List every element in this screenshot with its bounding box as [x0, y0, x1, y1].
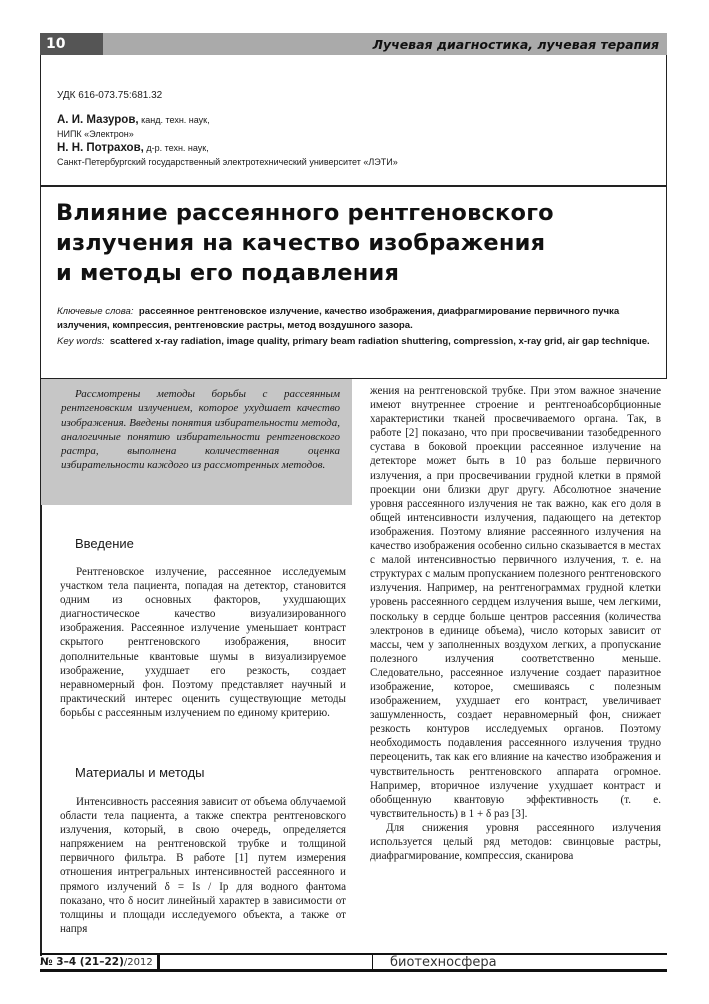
issue: № 3–4 (21–22)	[40, 956, 124, 968]
paragraph: жения на рентгеновской трубке. При этом важное значение имеют внутреннее строение и рентгеноабсорбционные характеристики тканей просвечиваемого органа. Так, в работе [2] показано, что при просвечивании тазобедренного сустава в боковой проекции рассеянное излучение на детекторе может быть в 10 раз больше первичного излучения, а при просвечивании грудной клетки в прямой проекции они близки друг другу. Абсолютное значение уровня рассеянного излучения не так важно, как его доля в общей интенсивности излучения, падающего на детектор изображения. Поэтому влияние рассеянного излучения на качество изображения особенно сильно сказывается в местах с малой интенсивностью первичного излучения, т. е. на структурах с малым пропусканием полезного рентгеновского излучения. Например, на рентгенограммах грудной клетки уровень рассеянного сердцем излучения выше, чем легкими, поскольку в сердце больше центров рассеяния (количества электронов в единице объема), число которых зависит от массы, чем у заполненных воздухом легких, а пропускание полезного излучения соответственно меньше. Следовательно, рассеянное излучение создает паразитное изображение, которое, смешиваясь с полезным изображением, ухудшает его контраст, увеличивает зашумленность, создает неравномерный фон, снижает резкость контуров исследуемых органов. Поэтому необходимость подавления рассеянного излучения трудно переоценить, так как его влияние на качество изображения и чувствительность рентгеновского аппарата огромное. Например, вторичное излучение ухудшает контраст и обобщенную квантовую эффективность (т. е. чувствительность) в 1 + δ раз [3].	[370, 385, 661, 820]
methods-heading: Материалы и методы	[75, 765, 205, 780]
intro-text	[60, 565, 346, 720]
page-header	[40, 33, 667, 55]
year: /2012	[123, 956, 153, 968]
divider	[40, 185, 667, 187]
keywords	[57, 305, 657, 349]
keywords-ru: рассеянное рентгеновское излучение, качество изображения, диафрагмирование первичного пучка излучения, компрессия, рентгеновские растры, метод воздушного зазора.	[57, 306, 620, 331]
author-name: А. И. Мазуров,	[57, 114, 139, 126]
paragraph: Рентгеновское излучение, рассеянное исследуемым участком тела пациента, попадая на детектор, становится одним из основных факторов, ухудшающих диагностическое качество визуализированного изображения. Рассеянное излучение уменьшает контраст скрытого рентгеновского изображения, вносит дополнительные квантовые шумы в визуализируемое изображение, ухудшает его резкость, создает неравномерный фон. Поэтому представляет научный и практический интерес оценить существующие методы борьбы с рассеянным излучением по единому критерию.	[60, 566, 346, 719]
intro-heading: Введение	[75, 536, 134, 551]
right-column	[370, 384, 661, 863]
page-number: 10	[40, 33, 103, 55]
author-degree: канд. техн. наук,	[141, 115, 210, 125]
section-title: Лучевая диагностика, лучевая терапия	[372, 36, 659, 52]
title-line: Влияние рассеянного рентгеновского	[56, 200, 554, 226]
methods-text	[60, 795, 346, 936]
author-degree: д-р. техн. наук,	[146, 143, 209, 153]
keywords-ru-label: Ключевые слова:	[57, 306, 134, 317]
journal-name: биотехносфера	[390, 954, 497, 970]
abstract-text: Рассмотрены методы борьбы с рассеянным рентгеновским излучением, которое ухудшает качество изображения. Введены понятия избирательности метода, аналогичные понятию избирательности рентгеновского растра, выполнена количественная оценка избирательности каждого из рассмотренных методов.	[61, 388, 340, 472]
authors	[57, 113, 398, 169]
paragraph: Интенсивность рассеяния зависит от объема облучаемой области тела пациента, а также спектра рентгеновского излучения, который, в свою очередь, определяется напряжением на рентгеновской трубке и толщиной первичного фильтра. В работе [1] путем измерения отношения интрегральных интенсивностей рассеянного и прямого излучений δ = Is / Ip для водного фантома показано, что δ носит линейный характер в зависимости от толщины и площади исследуемого объекта, а также от напря	[60, 796, 346, 935]
title-line: излучения на качество изображения	[56, 230, 546, 256]
issue-number	[40, 955, 153, 969]
paragraph: Для снижения уровня рассеянного излучения используется целый ряд методов: свинцовые растры, диафрагмирование, компрессия, сканирова	[370, 821, 661, 863]
title-line: и методы его подавления	[56, 260, 400, 286]
article-title	[56, 198, 554, 288]
footer-divider	[157, 955, 160, 969]
author-affiliation: Санкт-Петербургский государственный электротехнический университет «ЛЭТИ»	[57, 157, 398, 167]
udk-code: УДК 616-073.75:681.32	[57, 90, 163, 101]
footer-divider	[372, 955, 373, 969]
author-affiliation: НИПК «Электрон»	[57, 129, 134, 139]
keywords-en: scattered x-ray radiation, image quality, primary beam radiation shuttering, compression, x-ray grid, air gap technique.	[109, 336, 650, 347]
keywords-en-label: Key words:	[57, 336, 105, 347]
abstract	[41, 379, 352, 505]
footer-rule	[40, 969, 667, 972]
author-name: Н. Н. Потрахов,	[57, 142, 144, 154]
